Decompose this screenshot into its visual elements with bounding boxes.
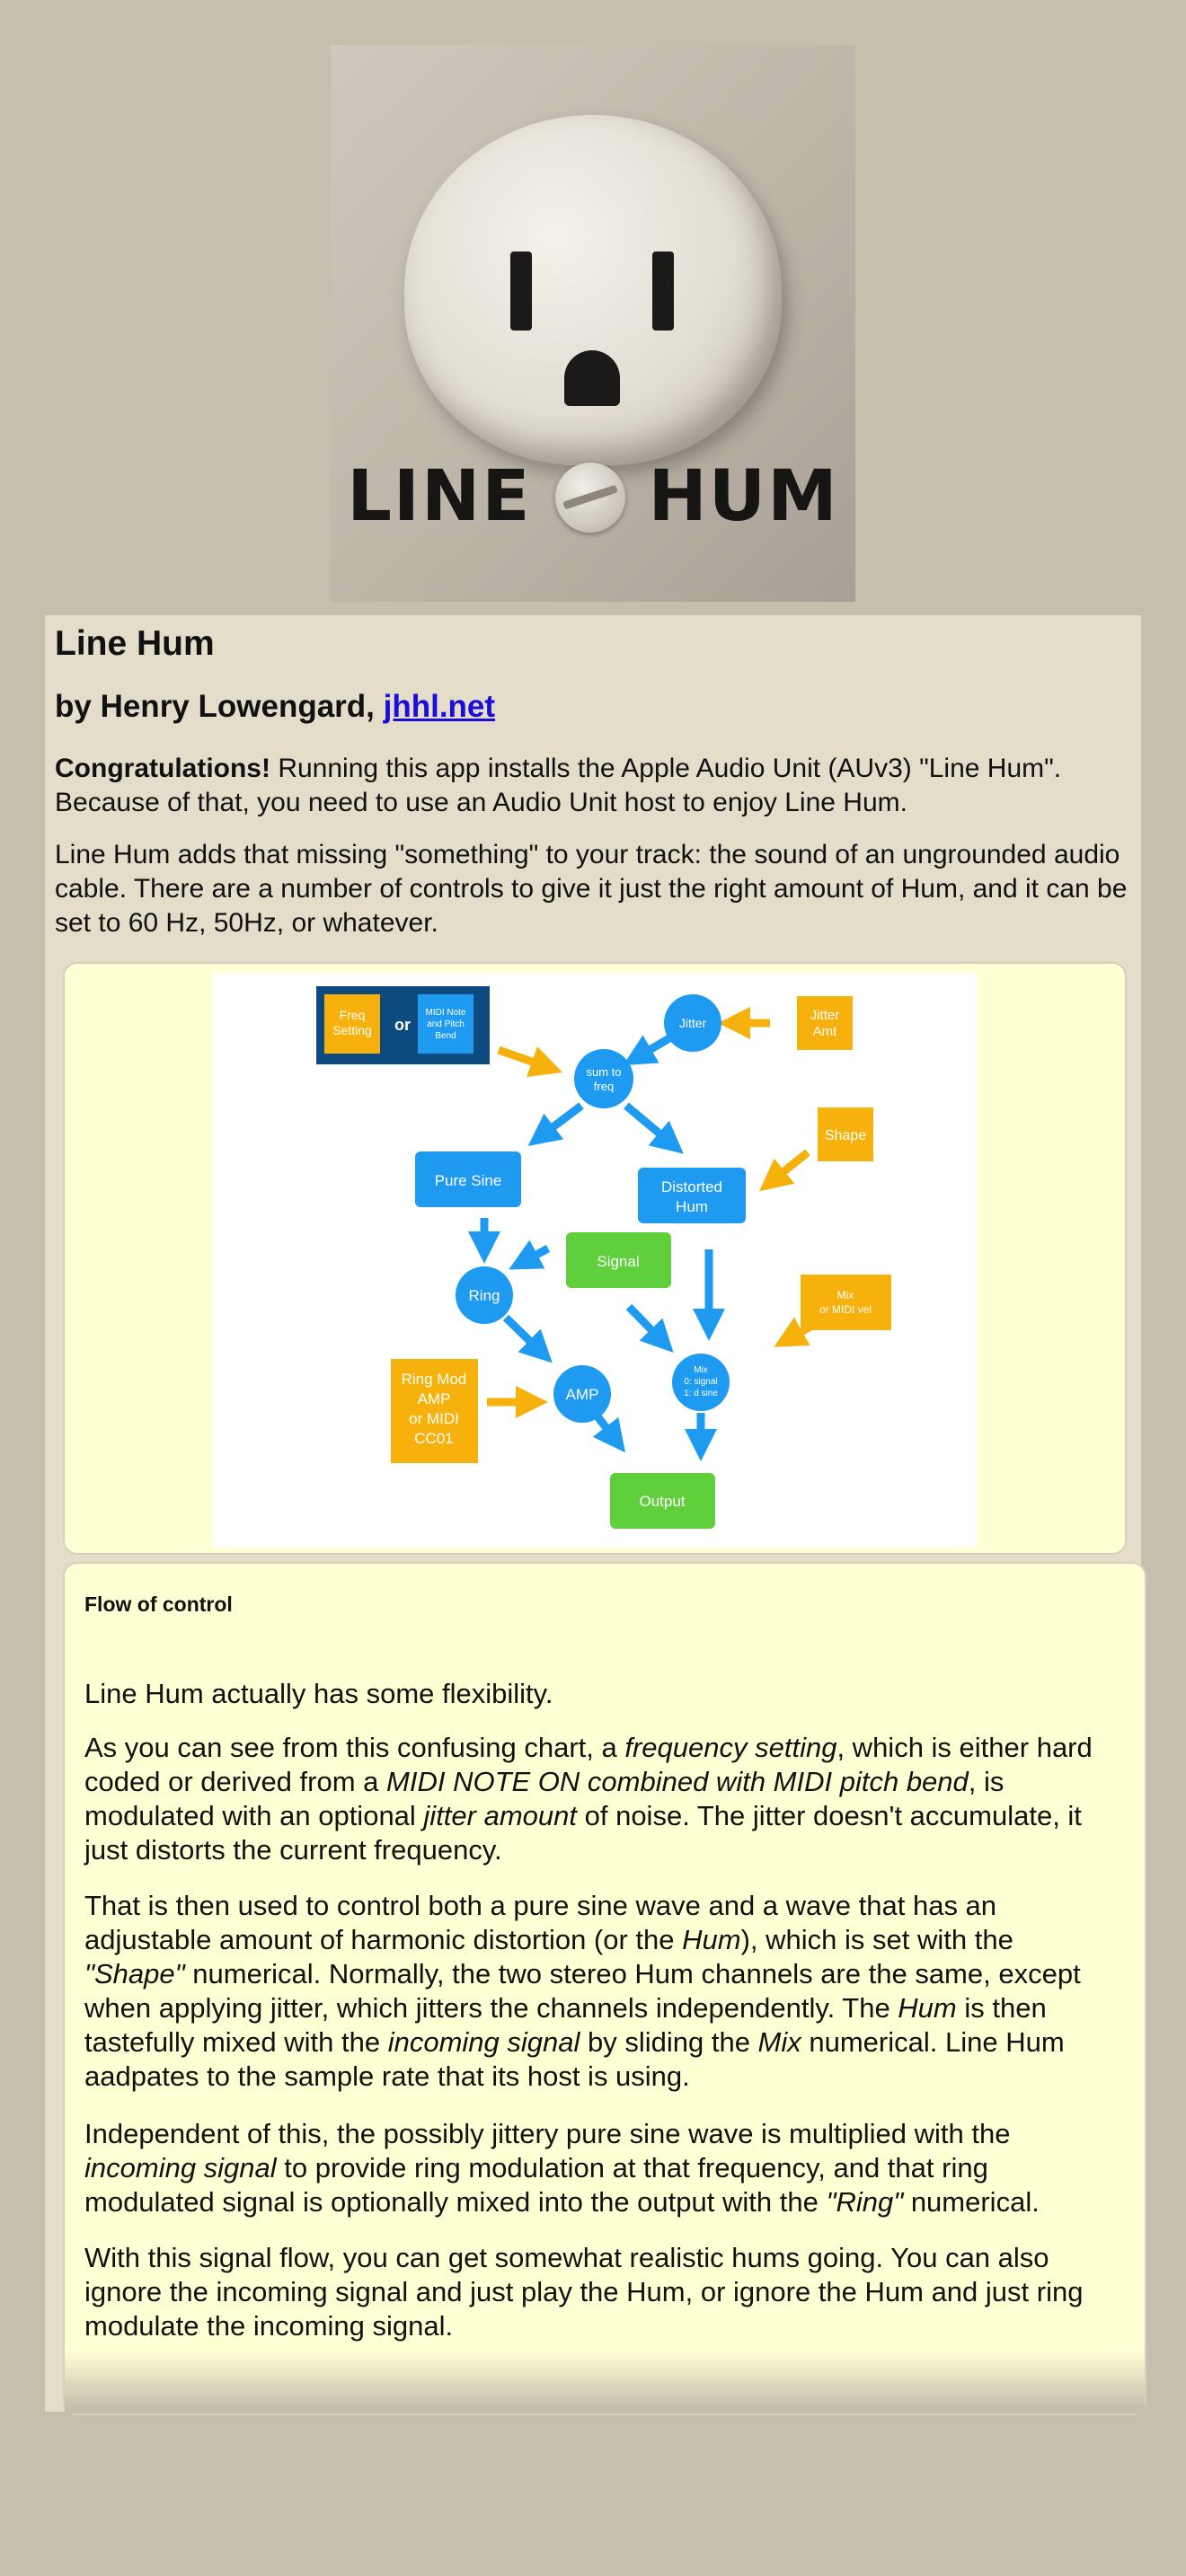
ring-node — [456, 1266, 513, 1324]
svg-text:Pure Sine: Pure Sine — [434, 1172, 502, 1189]
intro-congrats: Congratulations! Running this app installs the Apple Audio Unit (AUv3) "Line Hum". Because of that, you need to use an Audio Unit host to enjoy Line Hum. — [55, 754, 1062, 817]
intro-description: Line Hum adds that missing "something" to your track: the sound of an ungrounded audio cable. There are a number of controls to give it just the right amount of Hum, and it can be set to 60 Hz, 50Hz, or whatever. — [55, 840, 1128, 938]
jitter-node — [664, 994, 721, 1052]
svg-text:Freq: Freq — [339, 1008, 366, 1022]
amp-node — [553, 1365, 611, 1423]
flow-text-card — [63, 1562, 1146, 2415]
sum-to-freq-node — [574, 1049, 633, 1108]
svg-text:and Pitch: and Pitch — [427, 1019, 465, 1029]
svg-text:1: d sine: 1: d sine — [684, 1389, 718, 1398]
svg-text:or MIDI: or MIDI — [409, 1410, 459, 1427]
svg-text:0: signal: 0: signal — [684, 1377, 718, 1387]
output-node — [610, 1473, 715, 1529]
signal-node — [566, 1232, 671, 1288]
flow-paragraph-4: Independent of this, the possibly jittery pure sine wave is multiplied with the incoming signal to provide ring modulation at that frequency, and that ring modulated signal is optionally mixed into the output with the "Ring" numerical. — [84, 2118, 1040, 2218]
svg-text:or: or — [394, 1016, 411, 1034]
svg-text:Ring: Ring — [468, 1287, 500, 1304]
svg-text:Mix: Mix — [836, 1289, 854, 1301]
distorted-hum-node — [638, 1168, 746, 1223]
flow-paragraph-3: That is then used to control both a pure sine wave and a wave that has an adjustable amount of harmonic distortion (or the Hum), which is set with the "Shape" numerical. Normally, the two stereo Hum channels are the same, except when applying jitter, which jitters the channels independently. The Hum is then tastefully mixed with the incoming signal by sliding the Mix numerical. Line Hum aadpates to the sample rate that its host is using. — [84, 1890, 1081, 2092]
hero-logo-text: LINE HUM — [347, 456, 839, 537]
hero-outlet-photo — [331, 45, 855, 602]
flow-paragraph-5: With this signal flow, you can get somewhat realistic hums going. You can also ignore the incoming signal and just play the Hum, or ignore the Hum and just ring modulate the incoming signal. — [84, 2242, 1084, 2342]
svg-text:sum to: sum to — [586, 1065, 622, 1079]
freq-source-group — [316, 986, 490, 1064]
ring-mod-amp-box — [391, 1359, 478, 1463]
svg-text:Jitter: Jitter — [678, 1016, 707, 1030]
content-panel — [45, 615, 1141, 2412]
jitter-amt-box — [797, 996, 853, 1050]
svg-text:Setting: Setting — [332, 1023, 372, 1037]
svg-text:Jitter: Jitter — [810, 1008, 840, 1023]
diagram-card — [63, 962, 1127, 1555]
mix-input-box — [801, 1275, 891, 1330]
svg-text:Mix: Mix — [694, 1365, 708, 1375]
svg-text:Ring Mod: Ring Mod — [401, 1371, 467, 1388]
flow-paragraph-1: Line Hum actually has some flexibility. — [84, 1678, 553, 1709]
outlet-slot-right — [652, 251, 674, 331]
author-link[interactable]: jhhl.net — [383, 689, 496, 724]
outlet-slot-left — [510, 251, 532, 331]
screw-icon — [555, 463, 625, 533]
flow-caption: Flow of control — [84, 1592, 233, 1616]
svg-text:Hum: Hum — [676, 1198, 708, 1215]
svg-text:or MIDI vel: or MIDI vel — [819, 1303, 872, 1316]
pure-sine-node — [415, 1151, 521, 1207]
svg-text:Signal: Signal — [597, 1253, 640, 1270]
page-title: Line Hum — [55, 624, 215, 663]
svg-text:Bend: Bend — [435, 1031, 456, 1041]
svg-text:AMP: AMP — [417, 1390, 451, 1407]
bottom-fade — [65, 2351, 1145, 2413]
svg-text:Distorted: Distorted — [660, 1178, 723, 1195]
svg-text:freq: freq — [593, 1080, 615, 1093]
byline: by Henry Lowengard, jhhl.net — [55, 689, 496, 724]
signal-flow-diagram — [213, 973, 977, 1548]
shape-box — [818, 1107, 873, 1161]
svg-text:CC01: CC01 — [414, 1430, 454, 1447]
outlet-faceplate — [404, 115, 782, 465]
mix-node — [672, 1354, 730, 1411]
flow-paragraph-2: As you can see from this confusing chart, a frequency setting, which is either hard coded or derived from a MIDI NOTE ON combined with MIDI pitch bend, is modulated with an optional jitter amount of noise. The jitter doesn't accumulate, it just distorts the current frequency. — [84, 1732, 1093, 1866]
svg-text:Output: Output — [639, 1493, 686, 1510]
svg-text:AMP: AMP — [565, 1386, 599, 1403]
svg-text:Shape: Shape — [824, 1128, 867, 1143]
outlet-ground-hole — [564, 350, 620, 406]
svg-text:Amt: Amt — [812, 1024, 837, 1039]
svg-text:MIDI Note: MIDI Note — [425, 1008, 466, 1018]
